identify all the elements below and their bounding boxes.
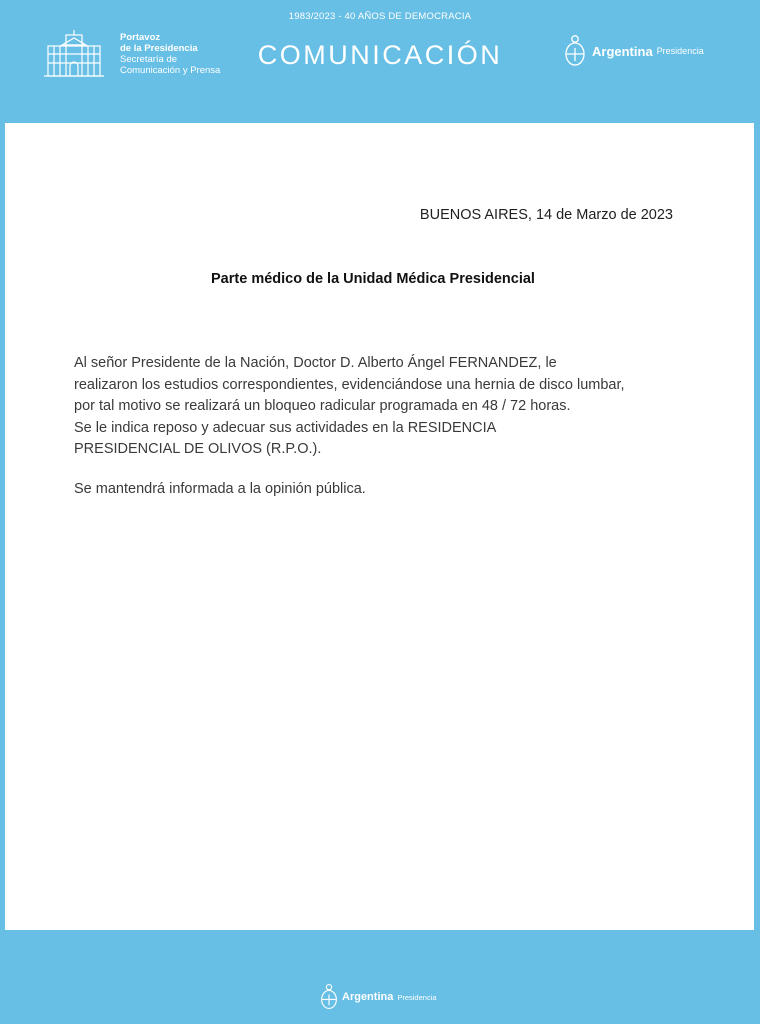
footer-argentina-brand [320,983,437,1011]
document-closing: Se mantendrá informada a la opinión pública. [74,481,366,497]
body-line: Al señor Presidente de la Nación, Doctor D. Alberto Ángel FERNANDEZ, le [74,355,557,371]
national-shield-icon [564,34,586,68]
page-title: COMUNICACIÓN [257,40,503,70]
portavoz-line-3: Secretaría de [120,54,178,65]
body-line: realizaron los estudios correspondientes, evidenciándose una hernia de disco lumbar, [74,376,625,393]
portavoz-line-2: de la Presidencia [120,43,198,54]
brand-name: Argentina [592,43,653,59]
document-date: BUENOS AIRES, 14 de Marzo de 2023 [419,207,673,223]
document-body [74,353,694,461]
header [0,0,760,122]
national-shield-icon [320,983,338,1011]
footer-brand-sub: Presidencia [397,992,437,1002]
portavoz-line-4: Comunicación y Prensa [120,65,221,76]
brand-sub: Presidencia [656,46,704,56]
portavoz-text [120,32,220,76]
democracy-tagline: 1983/2023 - 40 AÑOS DE DEMOCRACIA [288,11,472,22]
portavoz-logo [42,28,220,80]
document-sheet [5,123,754,930]
body-line: PRESIDENCIAL DE OLIVOS (R.P.O.). [74,441,322,457]
argentina-brand [564,34,704,68]
portavoz-line-1: Portavoz [120,32,161,43]
document-title: Parte médico de la Unidad Médica Presidencial [211,271,535,287]
body-line: Se le indica reposo y adecuar sus actividades en la RESIDENCIA [74,419,497,436]
body-line: por tal motivo se realizará un bloqueo radicular programada en 48 / 72 horas. [74,398,571,414]
casa-rosada-icon [42,29,106,79]
footer-brand-name: Argentina [342,991,394,1003]
